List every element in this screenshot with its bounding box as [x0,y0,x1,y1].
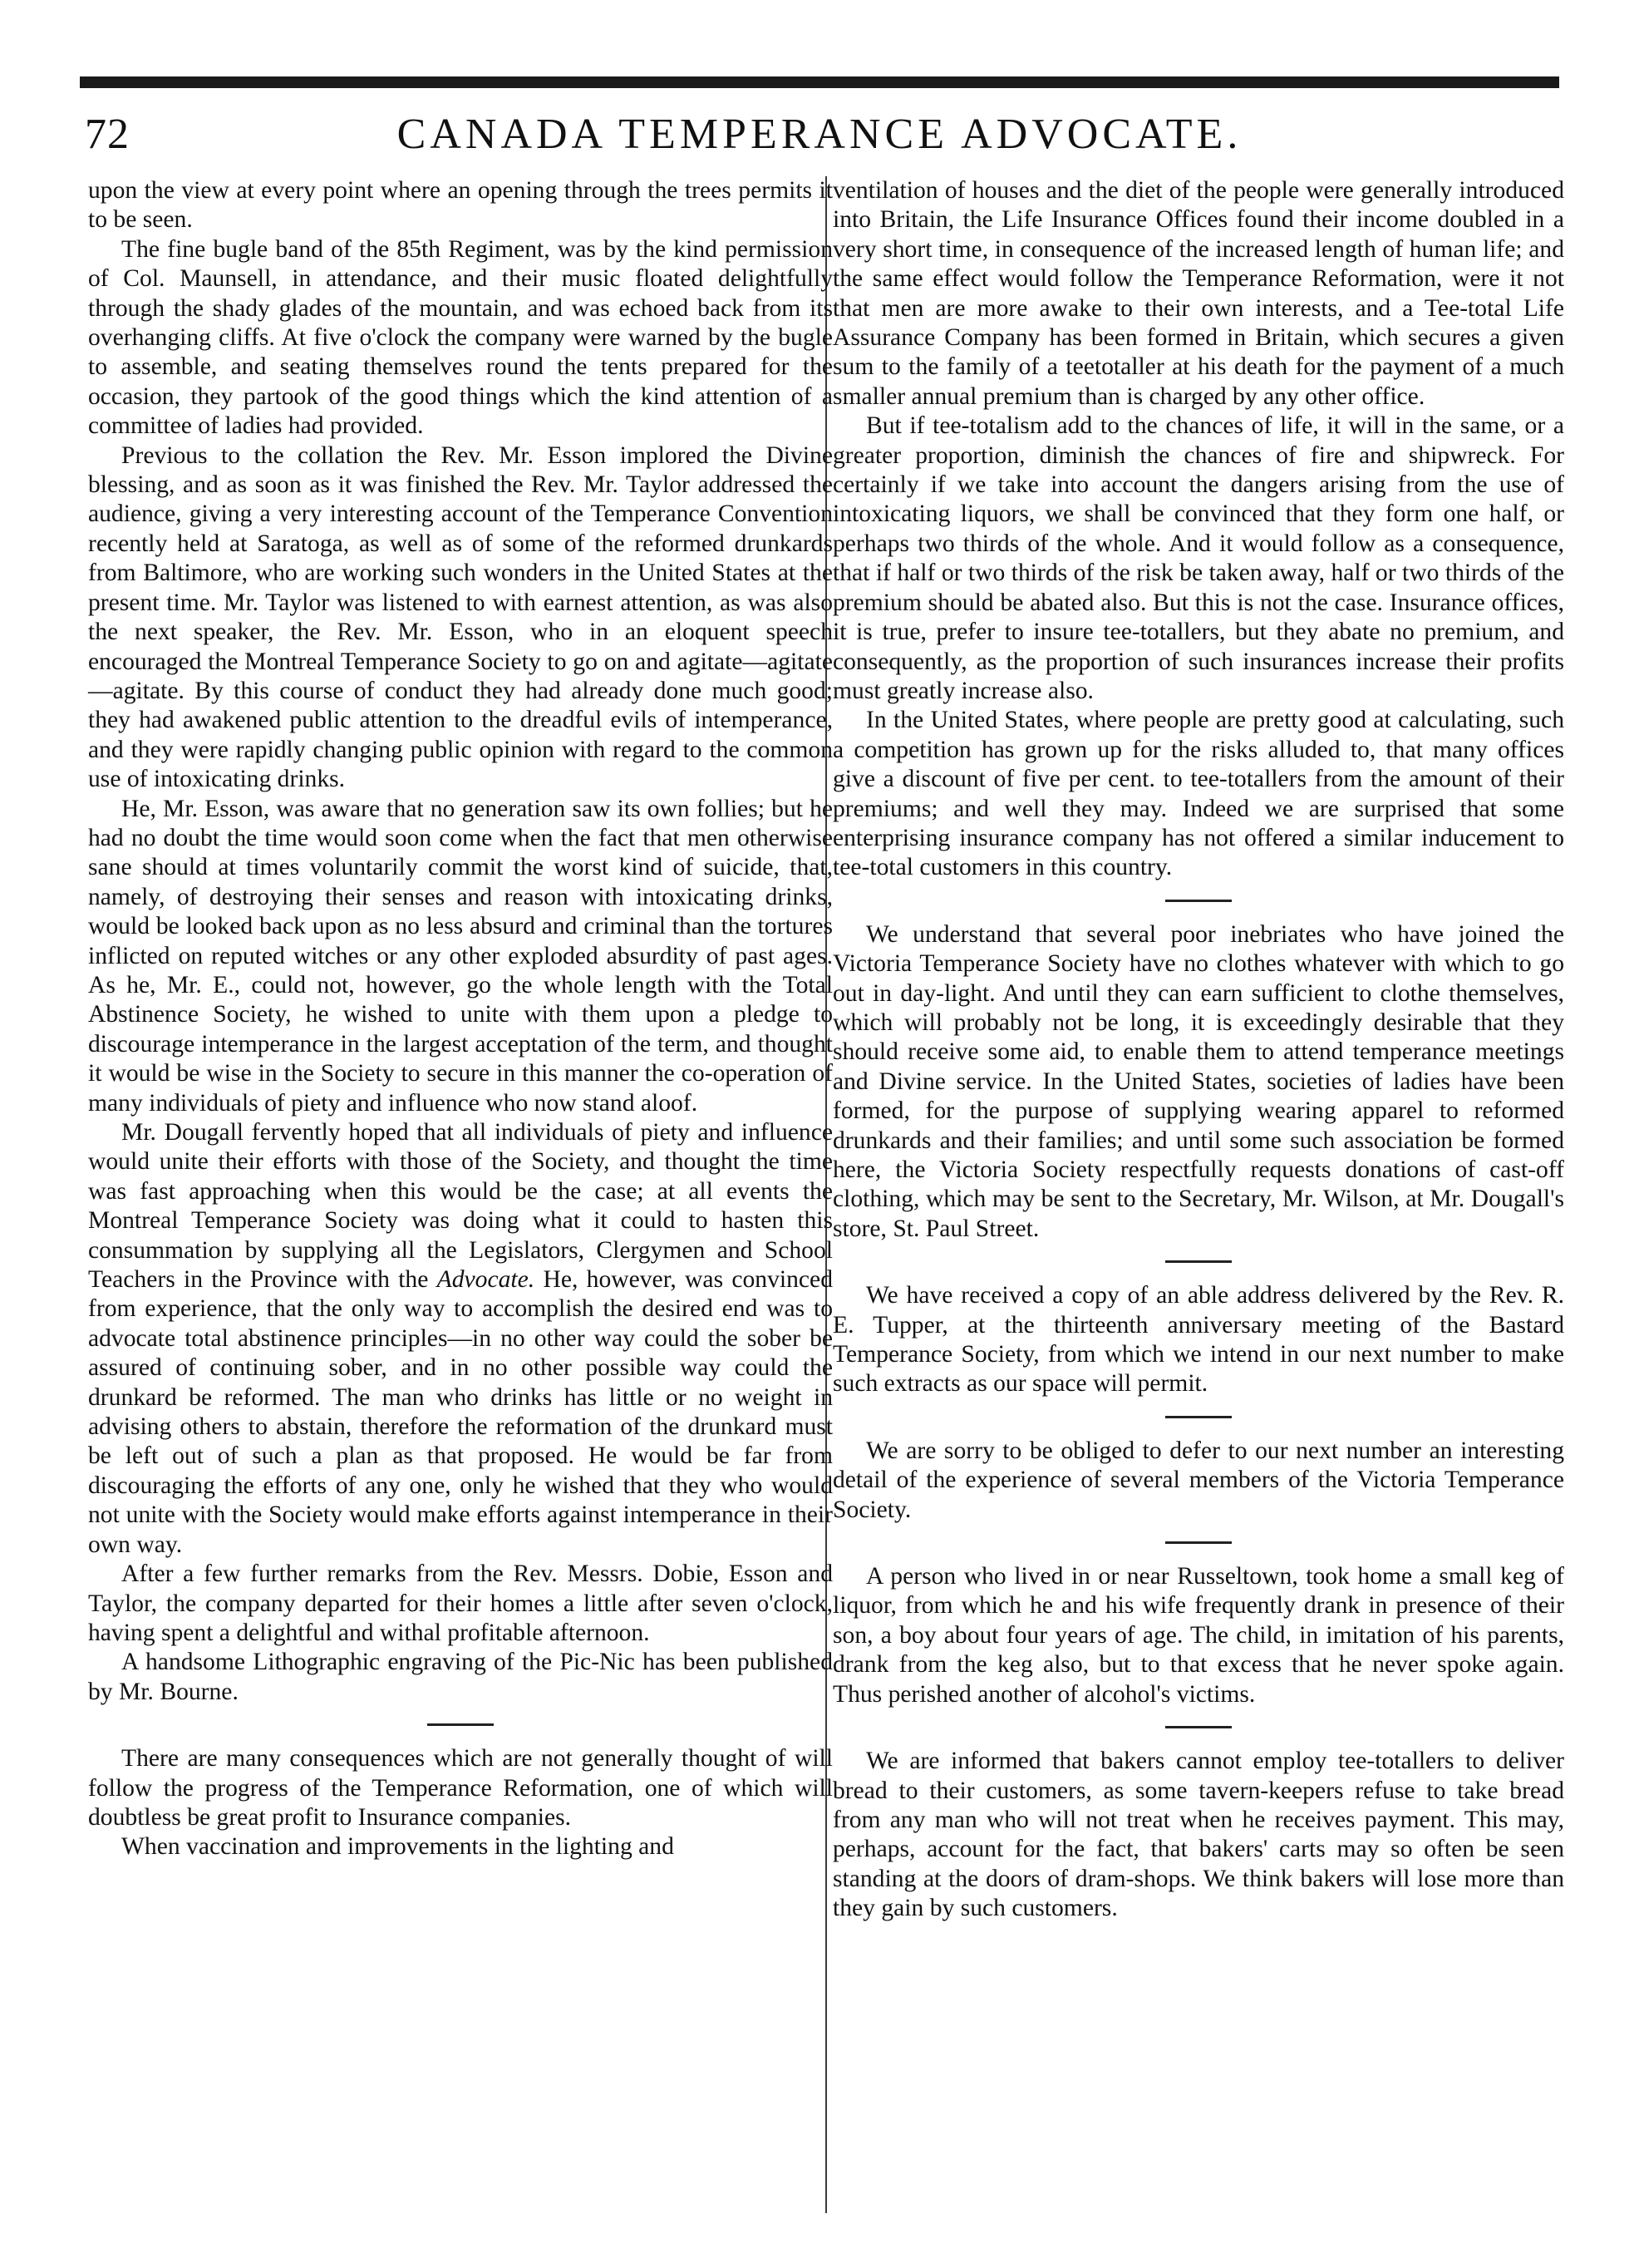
masthead [80,98,1559,165]
paragraph: Previous to the collation the Rev. Mr. Esson implored the Divine blessing, and as soon as it was finished the Rev. Mr. Taylor addressed the audience, giving a very interesting account of the Temperance Convention recently held at Saratoga, as well as of some of the reformed drunkards from Baltimore, who are working such wonders in the United States at the present time. Mr. Taylor was listened to with earnest attention, as was also the next speaker, the Rev. Mr. Esson, who in an eloquent speech encouraged the Montreal Temperance Society to go on and agitate—agitate—agitate. By this course of conduct they had already done much good; they had awakened public attention to the dreadful evils of intemperance, and they were rapidly changing public opinion with regard to the common use of intoxicating drinks. [88,441,833,793]
paragraph: There are many consequences which are not generally thought of will follow the progress of the Temperance Reformation, one of which will doubtless be great profit to Insurance companies. [88,1745,833,1831]
paragraph: In the United States, where people are pretty good at calculating, such a competition has grown up for the risks alluded to, that many offices give a discount of five per cent. to tee-totallers from the amount of their premiums; and well they may. Indeed we are surprised that some enterprising insurance company has not offered a similar inducement to tee-total customers in this country. [833,707,1564,881]
running-title: CANADA TEMPERANCE ADVOCATE. [396,111,1243,158]
section-rule [1165,1416,1232,1418]
paragraph [88,1118,833,1560]
paragraph: ventilation of houses and the diet of the people were generally introduced into Britain, the Life Insurance Offices found their income doubled in a very short time, in consequence of the increased length of human life; and the same effect would follow the Temperance Reformation, were it not that men are more awake to their own interests, and a Tee-total Life Assurance Company has been formed in Britain, which secures a given sum to the family of a teetotaller at his death for the payment of a much smaller annual premium than is charged by any other office. [833,177,1564,410]
paragraph: We have received a copy of an able address delivered by the Rev. R. E. Tupper, at the thirteenth anniversary meeting of the Bastard Temperance Society, from which we intend in our next number to make such extracts as our space will permit. [833,1282,1564,1398]
masthead-top-rule [80,76,1559,88]
section-rule [1165,1726,1232,1728]
section-rule [1165,1541,1232,1544]
paragraph: We are sorry to be obliged to defer to our next number an interesting detail of the experience of several members of the Victoria Temperance Society. [833,1437,1564,1523]
paragraph: upon the view at every point where an opening through the trees permits it to be seen. [88,177,833,234]
paragraph: The fine bugle band of the 85th Regiment, was by the kind permission of Col. Maunsell, in attendance, and their music floated delightfully through the shady glades of the mountain, and was echoed back from its overhanging cliffs. At five o'clock the company were warned by the bugle to assemble, and seating themselves round the tents prepared for the occasion, they partook of the good things which the kind attention of a committee of ladies had provided. [88,235,833,440]
page-number: 72 [85,111,130,158]
paragraph: A handsome Lithographic engraving of the Pic-Nic has been published by Mr. Bourne. [88,1649,833,1705]
section-rule [427,1723,494,1726]
left-column [88,176,833,1862]
publication-title: Advocate. [436,1266,535,1294]
section-rule [1165,900,1232,902]
paragraph-text: He, however, was convinced from experience, that the only way to accomplish the desired end was to advocate total abstinence principles—in no other way could the sober be assured of continuing sober, and in no other possible way could the drunkard be reformed. The man who drinks has little or no weight in advising others to abstain, therefore the reformation of the drunkard must be left out of such a plan as that proposed. He would be far from discouraging the efforts of any one, only he wished that they who would not unite with the Society would make efforts against intemperance in their own way. [88,1266,833,1558]
paragraph-text: Mr. Dougall fervently hoped that all individuals of piety and influence would unite their efforts with those of the Society, and thought the time was fast approaching when this would be the case; at all events the Montreal Temperance Society was doing what it could to hasten this consummation by supplying all the Legislators, Clergymen and School Teachers in the Province with the [88,1119,833,1294]
paragraph: We understand that several poor inebriates who have joined the Victoria Temperance Society have no clothes whatever with which to go out in day-light. And until they can earn sufficient to clothe themselves, which will probably not be long, it is exceedingly desirable that they should receive some aid, to enable them to attend temperance meetings and Divine service. In the United States, societies of ladies have been formed, for the purpose of supplying wearing apparel to reformed drunkards and their families; and until some such association be formed here, the Victoria Society respectfully requests donations of cast-off clothing, which may be sent to the Secretary, Mr. Wilson, at Mr. Dougall's store, St. Paul Street. [833,920,1564,1242]
paragraph: A person who lived in or near Russeltown, took home a small keg of liquor, from which he and his wife frequently drank in presence of their son, a boy about four years of age. The child, in imitation of his parents, drank from the keg also, but to that excess that he never spoke again. Thus perished another of alcohol's victims. [833,1563,1564,1708]
section-rule [1165,1260,1232,1263]
paragraph: He, Mr. Esson, was aware that no generation saw its own follies; but he had no doubt the time would soon come when the fact that men otherwise sane should at times voluntarily commit the worst kind of suicide, that, namely, of destroying their senses and reason with intoxicating drinks, would be looked back upon as no less absurd and criminal than the tortures inflicted on reputed witches or any other exploded absurdity of past ages. As he, Mr. E., could not, however, go the whole length with the Total Abstinence Society, he wished to unite with them upon a pledge to discourage intemperance in the largest acceptation of the term, and thought it would be wise in the Society to secure in this manner the co-operation of many individuals of piety and influence who now stand aloof. [88,795,833,1117]
paragraph: After a few further remarks from the Rev. Messrs. Dobie, Esson and Taylor, the company departed for their homes a little after seven o'clock, having spent a delightful and withal profitable afternoon. [88,1560,833,1646]
right-column [833,176,1564,1924]
paragraph: But if tee-totalism add to the chances of life, it will in the same, or a greater proportion, diminish the chances of fire and shipwreck. For certainly if we take into account the dangers arising from the use of intoxicating liquors, we shall be convinced that they form one half, or perhaps two thirds of the whole. And it would follow as a consequence, that if half or two thirds of the risk be taken away, half or two thirds of the premium should be abated also. But this is not the case. Insurance offices, it is true, prefer to insure tee-totallers, but they abate no premium, and consequently, as the proportion of such insurances increase their profits must greatly increase also. [833,412,1564,704]
paragraph: When vaccination and improvements in the lighting and [121,1833,674,1861]
paragraph: We are informed that bakers cannot employ tee-totallers to deliver bread to their customers, as some tavern-keepers refuse to take bread from any man who will not treat when he receives payment. This may, perhaps, account for the fact, that bakers' carts may so often be seen standing at the doors of dram-shops. We think bakers will lose more than they gain by such customers. [833,1748,1564,1922]
